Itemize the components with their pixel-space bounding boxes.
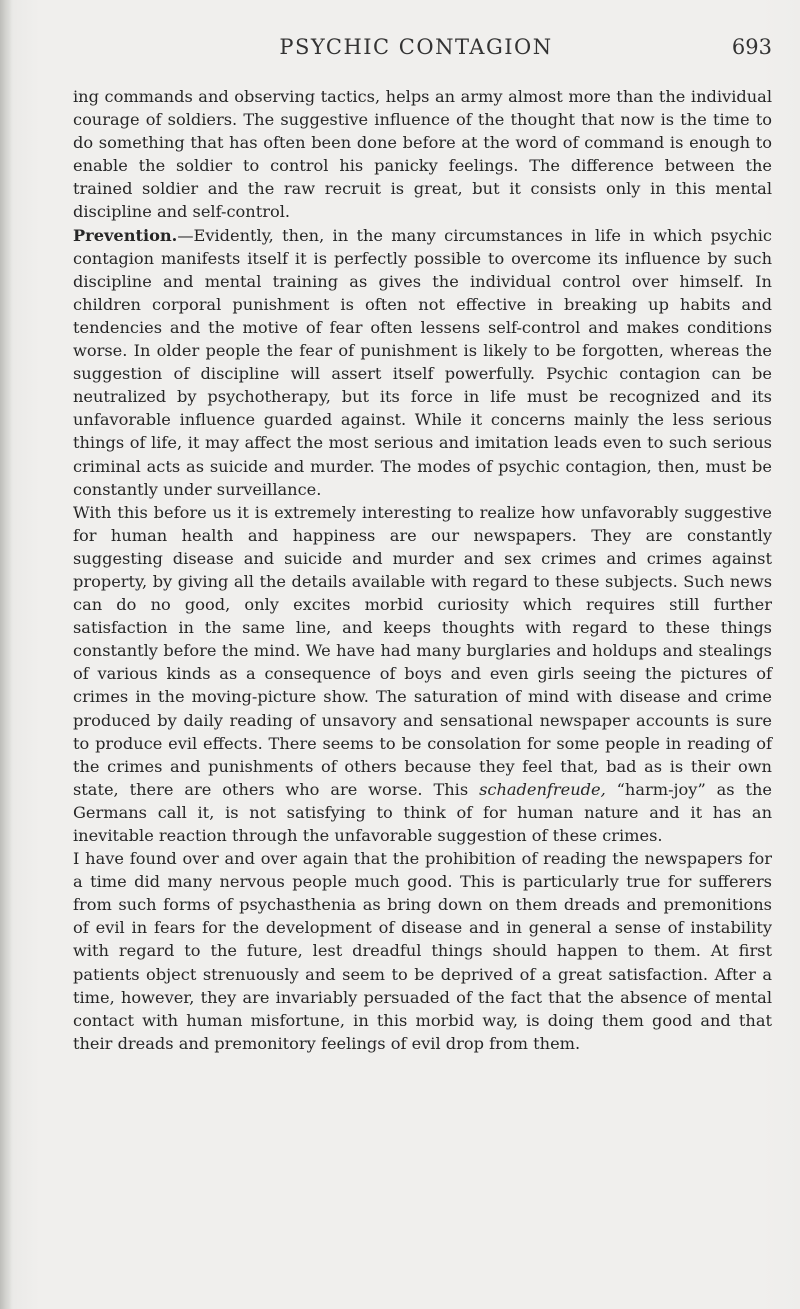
foreign-term: schadenfreude,: [479, 779, 606, 799]
paragraph-prevention: [73, 224, 772, 501]
chapter-title: PSYCHIC CONTAGION: [279, 35, 553, 59]
newspapers-text-end: “harm-joy” as the Germans call it, is not satisfying to think of for human nature and it has an inevitable reaction through the unfavorable suggestion of these crimes.: [73, 779, 772, 845]
paragraph-newspapers: [73, 501, 772, 847]
running-head: [60, 35, 772, 65]
page-number: 693: [731, 35, 772, 59]
body-text: [73, 85, 772, 1055]
prevention-heading: Prevention.: [73, 225, 178, 245]
paragraph-prohibition: I have found over and over again that the prohibition of reading the newspapers for a time did many nervous people much good. This is particularly true for sufferers from such forms of psychasthenia as bring down on them dreads and premonitions of evil in fears for the development of disease and in general a sense of instability with regard to the future, lest dreadful things should happen to them. At first patients object strenuously and seem to be deprived of a great satisfaction. After a time, however, they are invariably persuaded of the fact that the absence of mental contact with human misfortune, in this morbid way, is doing them good and that their dreads and premonitory feelings of evil drop from them.: [73, 849, 772, 1053]
prevention-text: —Evidently, then, in the many circumstances in life in which psychic contagion manifests itself it is perfectly possible to overcome its influence by such discipline and mental training as gives the individual control over himself. In children corporal punishment is often not effective in breaking up habits and tendencies and the motive of fear often lessens self-control and makes conditions worse. In older people the fear of punishment is likely to be forgotten, whereas the suggestion of discipline will assert itself powerfully. Psychic contagion can be neutralized by psychotherapy, but its force in life must be recognized and its unfavorable influence guarded against. While it concerns mainly the less serious things of life, it may affect the most serious and imitation leads even to such serious criminal acts as suicide and murder. The modes of psychic contagion, then, must be constantly under surveillance.: [73, 225, 772, 499]
paragraph-1: ing commands and observing tactics, helps an army almost more than the individual courage of soldiers. The suggestive influence of the thought that now is the time to do something that has often been done before at the word of command is enough to enable the soldier to control his panicky feelings. The difference between the trained soldier and the raw recruit is great, but it consists only in this mental discipline and self-control.: [73, 87, 772, 222]
page-binding-edge: [0, 0, 12, 1309]
newspapers-text-start: With this before us it is extremely interesting to realize how unfavorably suggestive for human health and happiness are our newspapers. They are constantly suggesting disease and suicide and murder and sex crimes and crimes against property, by giving all the details available with regard to these subjects. Such news can do no good, only excites morbid curiosity which requires still further satisfaction in the same line, and keeps thoughts with regard to these things constantly before the mind. We have had many burglaries and holdups and stealings of various kinds as a consequence of boys and even girls seeing the pictures of crimes in the moving-picture show. The saturation of mind with disease and crime produced by daily reading of unsavory and sensational newspaper accounts is sure to produce evil effects. There seems to be consolation for some people in reading of the crimes and punishments of others because they feel that, bad as is their own state, there are others who are worse. This: [73, 502, 772, 799]
